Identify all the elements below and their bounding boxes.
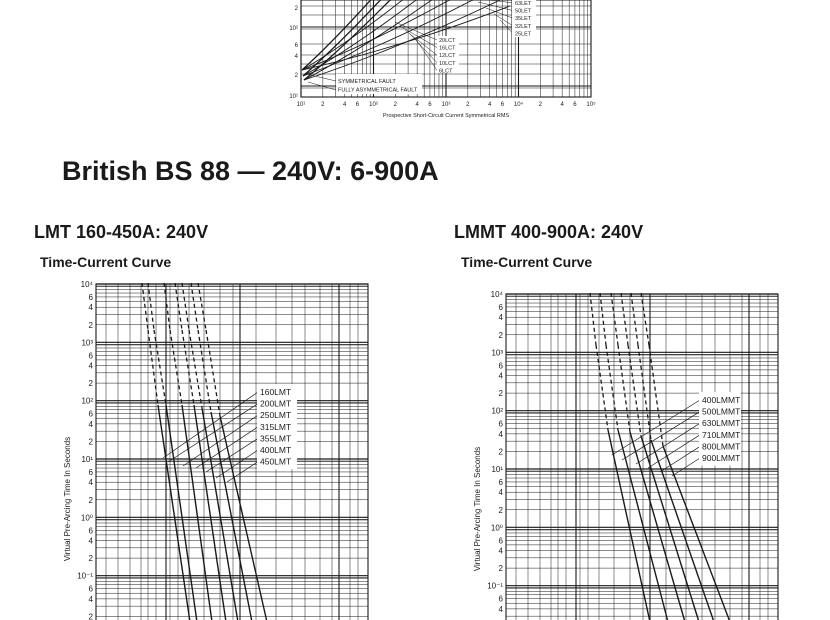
curve-800lmmt-dashed (631, 293, 638, 345)
y-tick-label: 2 (88, 437, 93, 447)
curve-label-6lct: 6LCT (439, 68, 453, 75)
curve-label-50let: 50LET (515, 8, 532, 15)
curve-label-35let: 35LET (515, 16, 532, 23)
x-tick-label: 6 (428, 102, 432, 108)
x-tick-label: 10⁵ (586, 102, 596, 108)
y-tick-label: 4 (88, 594, 93, 604)
y-tick-label: 6 (88, 409, 93, 419)
y-tick-label-major: 10⁻¹ (77, 571, 93, 581)
legend-entry: FULLY ASYMMETRICAL FAULT (338, 87, 418, 94)
lmmt-chart-labels (473, 290, 741, 620)
y-tick-label: 4 (88, 303, 93, 313)
curve-label-63let: 63LET (515, 1, 532, 7)
y-tick-label: 6 (498, 361, 503, 371)
curve-label-900lmmt: 900LMMT (702, 453, 741, 463)
y-tick-label: 4 (88, 478, 93, 488)
curve-label-250lmt: 250LMT (260, 410, 292, 421)
y-tick-label-major: 10³ (81, 338, 93, 348)
y-tick-label-major: 10⁰ (490, 523, 503, 533)
y-tick-label-major: 10¹ (491, 465, 503, 474)
y-tick-label-major: 10² (491, 406, 503, 416)
y-tick-label: 6 (88, 584, 93, 594)
curve-label-450lmt: 450LMT (260, 456, 292, 467)
y-tick-label: 6 (88, 292, 93, 302)
y-tick-label: 6 (498, 477, 503, 487)
y-tick-label: 4 (498, 488, 503, 498)
curve-label-200lmt: 200LMT (260, 398, 292, 409)
y-tick-label: 2 (498, 447, 503, 457)
x-tick-label: 10¹ (296, 102, 306, 108)
curve-label-10lct: 10LCT (439, 60, 456, 67)
y-tick-label: 2 (88, 379, 93, 389)
y-tick-label: 2 (294, 73, 298, 79)
y-tick-label: 6 (294, 43, 298, 49)
y-tick-label: 10² (289, 26, 298, 32)
x-tick-label: 4 (415, 102, 419, 108)
x-tick-label: 4 (560, 102, 564, 108)
curve-label-355lmt: 355LMT (260, 433, 292, 444)
curve-label-20lct: 20LCT (439, 38, 456, 44)
x-tick-label: 2 (538, 102, 542, 108)
curve-900lmmt-dashed (641, 293, 649, 345)
x-tick-label: 4 (342, 102, 347, 108)
x-tick-label: 2 (466, 102, 470, 108)
x-tick-label: 10³ (441, 102, 451, 108)
y-tick-label: 4 (88, 419, 93, 429)
y-tick-label: 2 (88, 320, 93, 330)
lmt-chart-heading: LMT 160-450A: 240V (34, 222, 209, 242)
curve-label-32let: 32LET (515, 23, 532, 30)
y-tick-label: 4 (498, 546, 503, 556)
y-tick-label: 2 (88, 612, 93, 620)
y-tick-label: 2 (498, 330, 503, 340)
y-tick-label: 6 (498, 302, 503, 312)
y-tick-label-major: 10³ (491, 348, 503, 358)
curve-710lmmt-dashed (621, 293, 628, 345)
y-tick-label-major: 10⁴ (80, 280, 93, 289)
y-tick-label: 4 (88, 361, 93, 371)
curve-label-800lmmt: 800LMMT (702, 441, 741, 452)
lmmt-chart-heading: LMMT 400-900A: 240V (454, 222, 644, 242)
y-tick-label: 4 (498, 313, 503, 323)
curve-400lmmt-dashed (590, 293, 596, 345)
y-tick-label: 6 (88, 526, 93, 536)
curve-400lmmt-leader (612, 400, 700, 455)
curve-800lmmt-dashed (638, 345, 651, 440)
y-tick-label: 2 (88, 495, 93, 505)
y-tick-label: 4 (498, 604, 503, 614)
curve-label-710lmmt: 710LMMT (702, 429, 741, 440)
x-tick-label: 4 (487, 102, 492, 108)
curve-label-400lmmt: 400LMMT (702, 395, 741, 405)
y-tick-label-major: 10¹ (81, 455, 93, 464)
curve-label-160lmt: 160LMT (260, 387, 292, 397)
x-tick-label: 6 (573, 102, 577, 108)
y-tick-label: 2 (294, 6, 298, 12)
y-tick-label-major: 10⁰ (80, 513, 93, 523)
x-tick-label: 6 (500, 102, 505, 108)
y-tick-label: 6 (498, 536, 503, 546)
curve-label-12lct: 12LCT (439, 53, 456, 60)
curve-label-16lct: 16LCT (439, 45, 456, 52)
legend-entry: SYMMETRICAL FAULT (338, 79, 396, 85)
y-tick-label: 6 (498, 419, 503, 429)
y-axis-label: Virtual Pre-Arcing Time In Seconds (63, 436, 72, 562)
y-tick-label: 6 (498, 594, 503, 604)
y-tick-label: 2 (498, 505, 503, 515)
y-tick-label: 4 (294, 54, 298, 60)
y-tick-label: 4 (498, 429, 503, 439)
y-tick-label: 10¹ (289, 94, 298, 100)
x-tick-label: 2 (321, 102, 325, 108)
y-tick-label: 6 (88, 467, 93, 477)
y-tick-label: 4 (498, 371, 503, 381)
curve-630lmmt-dashed (611, 293, 618, 345)
x-tick-label: 10⁴ (513, 102, 524, 108)
curve-500lmmt-dashed (600, 293, 606, 345)
x-tick-label: 2 (393, 102, 397, 108)
y-tick-label-major: 10⁴ (490, 290, 503, 299)
x-axis-label: Prospective Short-Circuit Current Symmetrical RMS (382, 113, 510, 119)
lmmt-chart-subheading: Time-Current Curve (461, 254, 593, 270)
curve-label-315lmt: 315LMT (260, 421, 292, 432)
y-tick-label-major: 10⁻¹ (487, 581, 503, 591)
curve-label-400lmt: 400LMT (260, 445, 292, 455)
y-axis-label: Virtual Pre-Arcing Time In Seconds (473, 446, 482, 572)
lmt-chart-subheading: Time-Current Curve (40, 254, 172, 270)
y-tick-label: 6 (88, 351, 93, 361)
y-tick-label: 2 (498, 564, 503, 574)
x-tick-label: 6 (355, 102, 360, 108)
curve-label-630lmmt: 630LMMT (702, 418, 741, 429)
y-tick-label: 4 (88, 536, 93, 546)
y-tick-label-major: 10² (81, 396, 93, 406)
y-tick-label: 2 (498, 389, 503, 399)
y-tick-label: 2 (88, 554, 93, 564)
page-main-heading: British BS 88 — 240V: 6-900A (62, 156, 439, 186)
curve-label-25let: 25LET (515, 31, 532, 38)
x-tick-label: 10² (369, 102, 378, 108)
curve-label-500lmmt: 500LMMT (702, 406, 741, 417)
